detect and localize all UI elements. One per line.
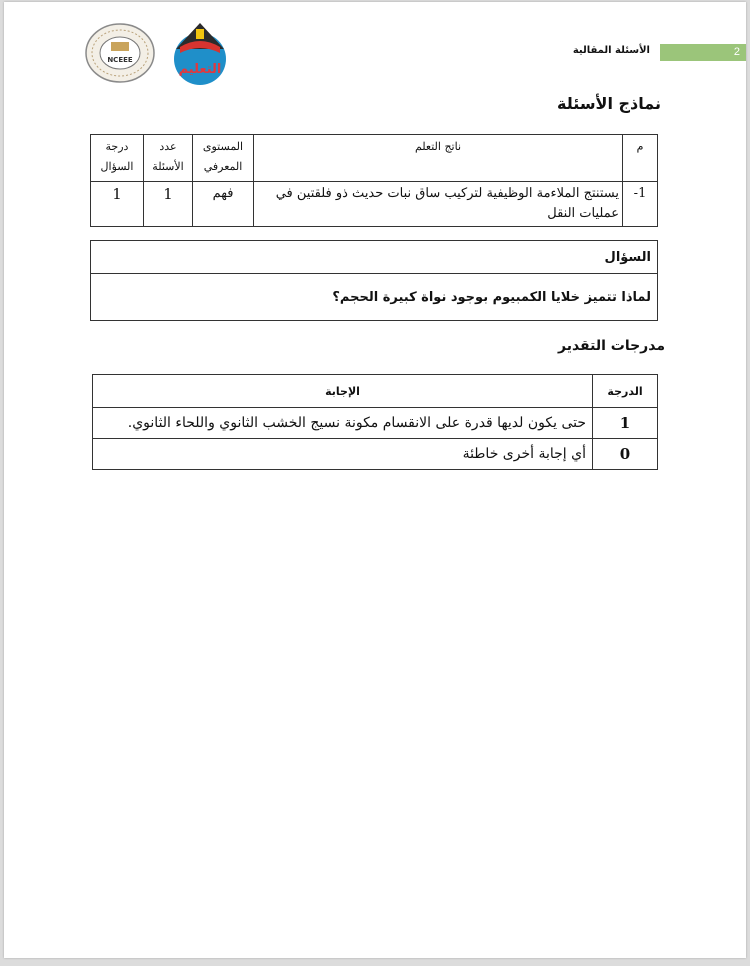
table-row: [91, 182, 658, 227]
rubric-score: 1: [593, 408, 658, 439]
table-row: [93, 408, 658, 439]
header-level: المستوى المعرفي: [193, 135, 254, 182]
page-number-tab: 2: [660, 44, 746, 61]
header-score: الدرجة: [593, 375, 658, 408]
outcome-count: 1: [144, 182, 193, 227]
rubric-answer: حتى يكون لديها قدرة على الانقسام مكونة نسيج الخشب الثانوي واللحاء الثانوي.: [93, 408, 593, 439]
rubric-header-row: [93, 375, 658, 408]
outcomes-table: [90, 134, 658, 227]
question-text: لماذا تتميز خلايا الكمبيوم بوجود نواة كبيرة الحجم؟: [91, 274, 658, 321]
rubric-table: [92, 374, 658, 470]
nceee-seal-logo: [84, 22, 156, 84]
rubric-answer: أي إجابة أخرى خاطئة: [93, 439, 593, 470]
header-number: م: [623, 135, 658, 182]
rubric-score: 0: [593, 439, 658, 470]
header-count: عدد الأسئلة: [144, 135, 193, 182]
header-outcome: ناتج التعلم: [254, 135, 623, 182]
outcome-degree: 1: [91, 182, 144, 227]
altaaleem-logo: [166, 17, 234, 87]
outcomes-header-row: [91, 135, 658, 182]
svg-text:NCEEE: NCEEE: [107, 56, 133, 64]
svg-text:التعليم: التعليم: [178, 62, 222, 77]
rubric-title: مدرجات التقدير: [557, 338, 665, 354]
page-title: نماذج الأسئلة: [557, 94, 661, 113]
outcome-number: 1-: [623, 182, 658, 227]
question-box: [90, 240, 658, 321]
outcome-text: يستنتج الملاءمة الوظيفية لتركيب ساق نبات حديث ذو فلقتين في عمليات النقل: [254, 182, 623, 227]
header-degree: درجة السؤال: [91, 135, 144, 182]
table-row: [93, 439, 658, 470]
question-label: السؤال: [91, 241, 658, 274]
section-name: الأسئلة المقالية: [572, 45, 650, 56]
outcome-level: فهم: [193, 182, 254, 227]
header-answer: الإجابة: [93, 375, 593, 408]
